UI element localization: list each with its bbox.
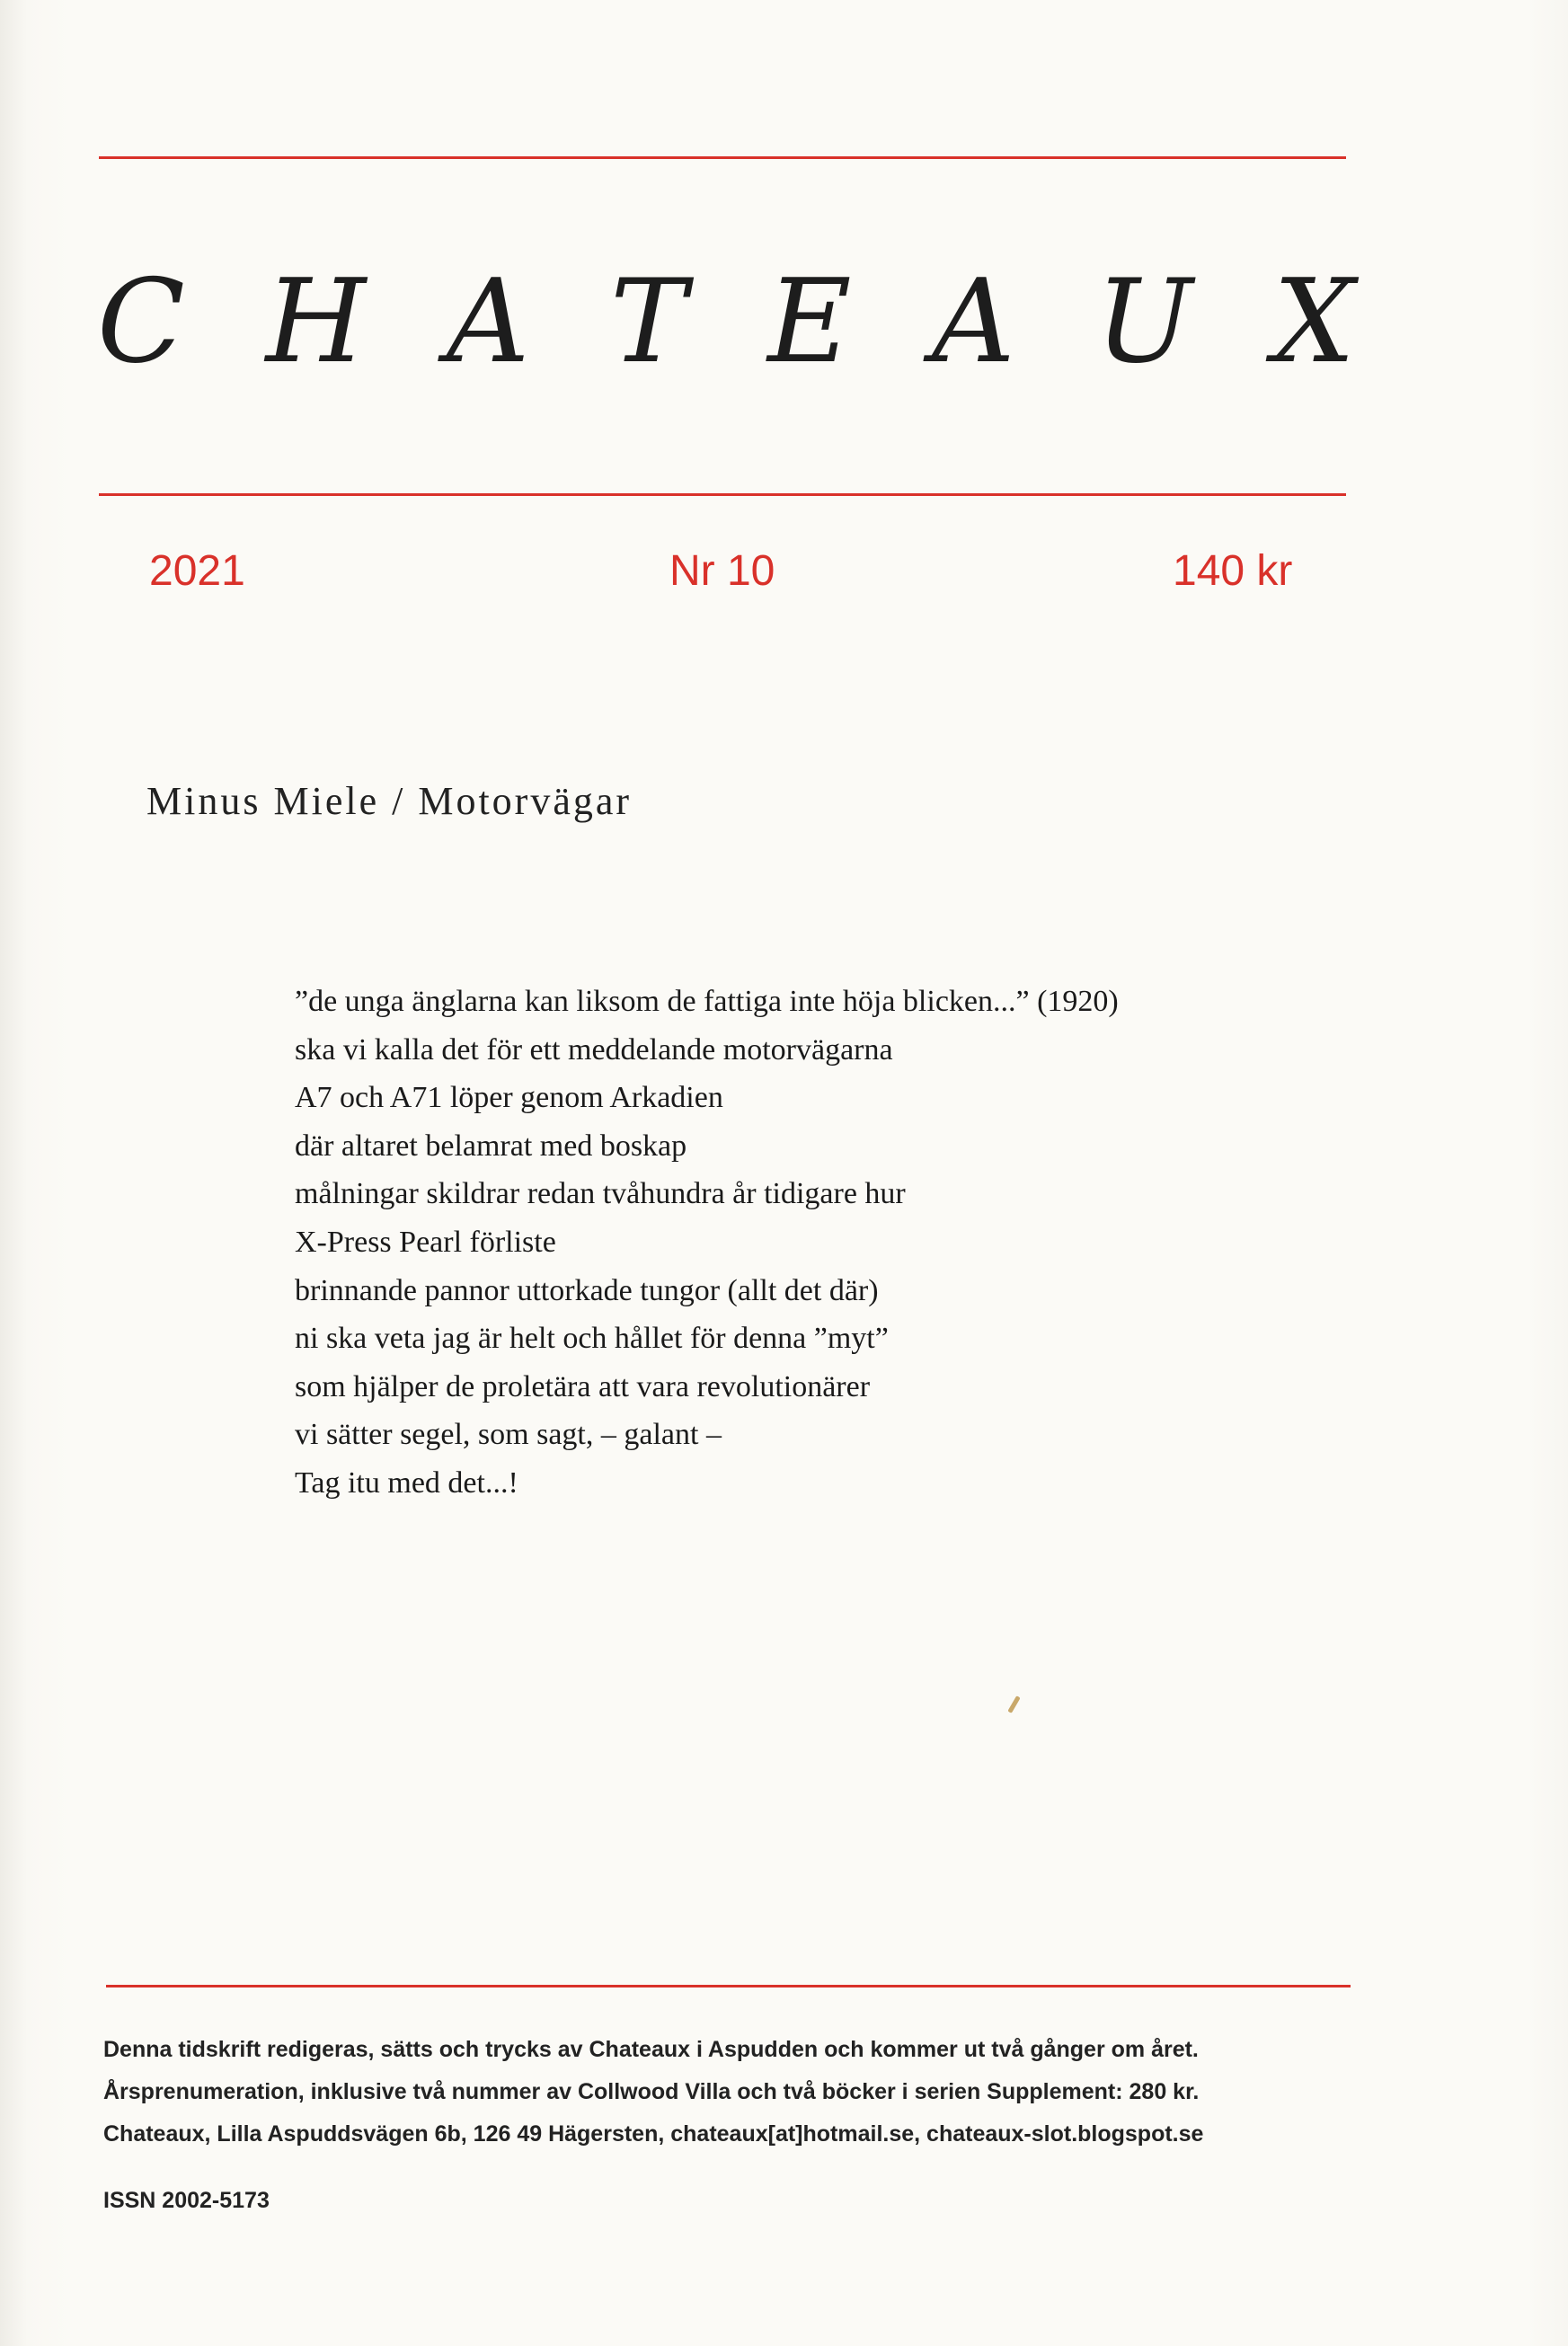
masthead-letter: T (610, 255, 687, 389)
paper-speck (1007, 1695, 1020, 1713)
issue-price: 140 kr (1173, 547, 1293, 595)
masthead-title (97, 255, 1355, 389)
colophon (103, 2029, 1357, 2156)
masthead-letter: H (265, 255, 367, 389)
article-title: Minus Miele / Motorvägar (146, 779, 633, 823)
poem-line: som hjälper de proletära att vara revolutionärer (295, 1369, 871, 1403)
issue-year: 2021 (149, 547, 245, 595)
poem-line: vi sätter segel, som sagt, – galant – (295, 1418, 722, 1452)
issn-number: ISSN 2002-5173 (103, 2188, 270, 2213)
masthead-letter: X (1272, 255, 1355, 389)
poem-line: ska vi kalla det för ett meddelande motorvägarna (295, 1032, 893, 1067)
poem-line: brinnande pannor uttorkade tungor (allt det där) (295, 1273, 879, 1307)
masthead-bottom-rule (99, 493, 1346, 496)
footer-rule (106, 1985, 1351, 1987)
poem-line: ”de unga änglarna kan liksom de fattiga inte höja blicken...” (1920) (295, 985, 1119, 1018)
poem-line: A7 och A71 löper genom Arkadien (295, 1081, 723, 1115)
masthead-letter: E (767, 255, 852, 389)
poem-line: målningar skildrar redan tvåhundra år tidigare hur (295, 1177, 906, 1211)
top-rule (99, 156, 1346, 159)
masthead-letter: A (932, 255, 1015, 389)
masthead-letter: A (446, 255, 530, 389)
masthead-letter: U (1095, 255, 1193, 389)
colophon-line: Chateaux, Lilla Aspuddsvägen 6b, 126 49 Hägersten, chateaux[at]hotmail.se, chateaux-slot.blogspot.se (103, 2121, 1204, 2147)
issue-number: Nr 10 (669, 547, 775, 595)
colophon-line: Denna tidskrift redigeras, sätts och trycks av Chateaux i Aspudden och kommer ut två gånger om året. (103, 2037, 1199, 2062)
masthead-letter: C (97, 255, 185, 389)
poem-line: ni ska veta jag är helt och hållet för denna ”myt” (295, 1322, 889, 1356)
poem-line: där altaret belamrat med boskap (295, 1129, 687, 1163)
colophon-line: Årsprenumeration, inklusive två nummer av Collwood Villa och två böcker i serien Supplement: 280 kr. (103, 2079, 1200, 2104)
poem-line: X-Press Pearl förliste (295, 1225, 556, 1259)
poem-line: Tag itu med det...! (295, 1465, 518, 1500)
poem (295, 978, 1283, 1508)
